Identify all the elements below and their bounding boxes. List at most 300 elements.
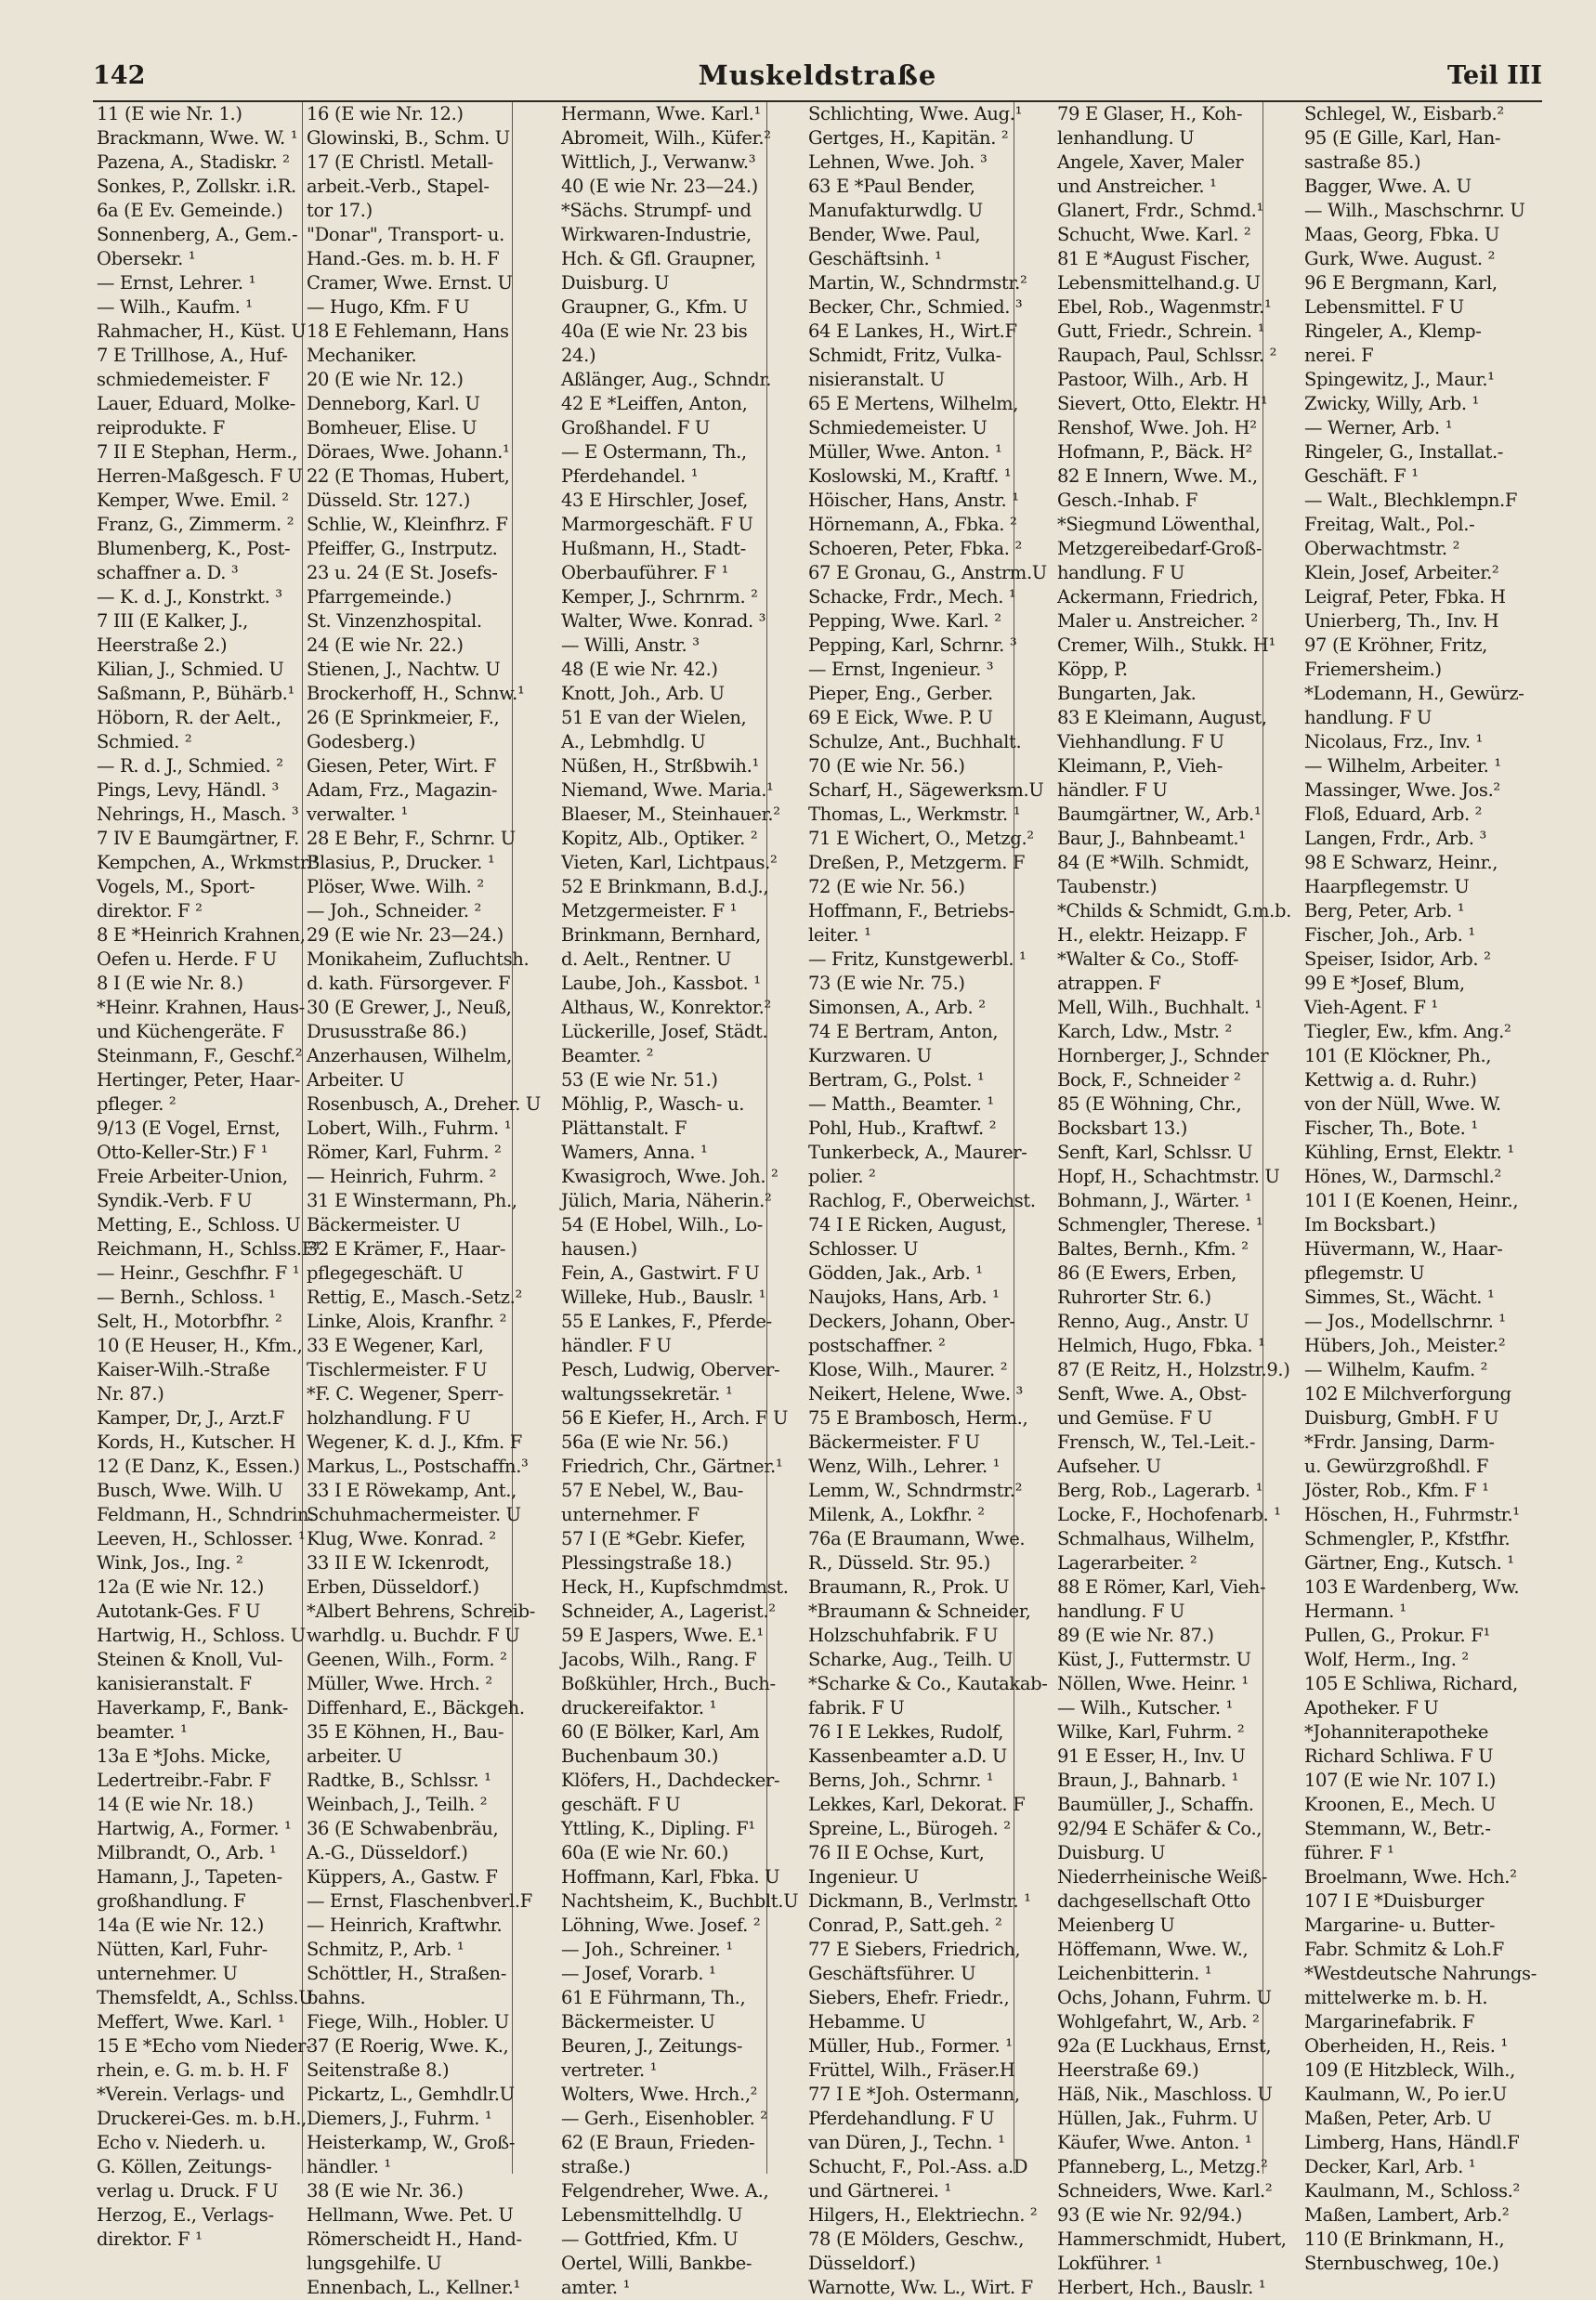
directory-line: Hußmann, H., Stadt- xyxy=(561,538,746,559)
directory-line: reiprodukte. F xyxy=(97,417,225,438)
directory-line: Limberg, Hans, Händl.F xyxy=(1304,2132,1520,2153)
directory-line: Müller, Hub., Former. ¹ xyxy=(808,2035,1013,2057)
directory-line: Wittlich, J., Verwanw.³ xyxy=(561,151,756,173)
directory-line: Tiegler, Ew., kfm. Ang.² xyxy=(1304,1021,1511,1042)
directory-line: und Gärtnerei. ¹ xyxy=(808,2180,951,2202)
directory-line: Steinen & Knoll, Vul- xyxy=(97,1649,282,1670)
directory-line: 16 (E wie Nr. 12.) xyxy=(307,103,464,124)
directory-line: Schlegel, W., Eisbarb.² xyxy=(1304,103,1504,124)
directory-line: 81 E *August Fischer, xyxy=(1057,248,1250,269)
directory-line: Glanert, Frdr., Schmd.¹ xyxy=(1057,200,1263,221)
directory-line: 99 E *Josef, Blum, xyxy=(1304,973,1465,994)
directory-line: 67 E Gronau, G., Anstrm.U xyxy=(808,562,1047,583)
directory-line: verwalter. ¹ xyxy=(307,804,409,825)
directory-line: *Frdr. Jansing, Darm- xyxy=(1304,1431,1495,1453)
directory-line: Maßen, Lambert, Arb.² xyxy=(1304,2204,1510,2226)
directory-line: Hoffmann, Karl, Fbka. U xyxy=(561,1866,780,1888)
directory-line: Aufseher. U xyxy=(1057,1456,1161,1477)
directory-line: Reichmann, H., Schlss.F¹ xyxy=(97,1238,321,1260)
directory-line: 74 E Bertram, Anton, xyxy=(808,1021,999,1042)
directory-line: 38 (E wie Nr. 36.) xyxy=(307,2180,464,2202)
directory-line: "Donar", Transport- u. xyxy=(307,224,504,245)
directory-line: handlung. F U xyxy=(1057,562,1185,583)
directory-line: R., Düsseld. Str. 95.) xyxy=(808,1552,990,1574)
directory-line: amter. ¹ xyxy=(561,2277,631,2298)
directory-line: Rachlog, F., Oberweichst. xyxy=(808,1190,1036,1211)
directory-line: Kamper, Dr, J., Arzt.F xyxy=(97,1407,284,1429)
directory-line: — Heinrich, Fuhrm. ² xyxy=(307,1166,497,1187)
directory-line: 109 (E Hitzbleck, Wilh., xyxy=(1304,2059,1515,2081)
directory-line: Schuhmachermeister. U xyxy=(307,1504,521,1525)
directory-line: 29 (E wie Nr. 23—24.) xyxy=(307,924,504,946)
directory-line: *Childs & Schmidt, G.m.b. xyxy=(1057,900,1291,921)
directory-line: 86 (E Ewers, Erben, xyxy=(1057,1262,1236,1284)
directory-line: Bäckermeister. F U xyxy=(808,1431,980,1453)
directory-line: Sternbuschweg, 10e.) xyxy=(1304,2253,1499,2274)
directory-line: Kempchen, A., Wrkmstr.¹ xyxy=(97,852,319,873)
directory-line: Pazena, A., Stadiskr. ² xyxy=(97,151,290,173)
directory-line: Apotheker. F U xyxy=(1304,1697,1439,1718)
directory-line: nerei. F xyxy=(1304,345,1374,366)
directory-line: Hartwig, H., Schloss. U xyxy=(97,1625,306,1646)
directory-line: Abromeit, Wilh., Küfer.² xyxy=(561,127,771,149)
directory-line: Braun, J., Bahnarb. ¹ xyxy=(1057,1770,1239,1791)
directory-line: Markus, L., Postschaffn.³ xyxy=(307,1456,529,1477)
directory-line: Pings, Levy, Händl. ³ xyxy=(97,779,279,801)
directory-line: Lauer, Eduard, Molke- xyxy=(97,393,295,414)
directory-line: Viehhandlung. F U xyxy=(1057,731,1224,752)
directory-line: Simonsen, A., Arb. ² xyxy=(808,997,986,1018)
directory-line: Yttling, K., Dipling. F¹ xyxy=(561,1818,755,1839)
directory-line: Cramer, Wwe. Ernst. U xyxy=(307,272,513,294)
directory-line: Buchenbaum 30.) xyxy=(561,1745,719,1767)
directory-line: Geschäftsinh. ¹ xyxy=(808,248,942,269)
directory-line: 32 E Krämer, F., Haar- xyxy=(307,1238,506,1260)
directory-line: händler. F U xyxy=(1057,779,1168,801)
directory-line: 64 E Lankes, H., Wirt.F xyxy=(808,320,1017,342)
directory-line: Pohl, Hub., Kraftwf. ² xyxy=(808,1117,997,1139)
directory-line: kanisieranstalt. F xyxy=(97,1673,252,1694)
directory-line: — K. d. J., Konstrkt. ³ xyxy=(97,586,282,608)
directory-line: 7 III (E Kalker, J., xyxy=(97,610,249,632)
directory-line: Neikert, Helene, Wwe. ³ xyxy=(808,1383,1024,1405)
directory-line: 31 E Winstermann, Ph., xyxy=(307,1190,517,1211)
directory-line: Haarpflegemstr. U xyxy=(1304,876,1470,897)
directory-line: d. Aelt., Rentner. U xyxy=(561,948,731,970)
directory-line: Becker, Chr., Schmied. ³ xyxy=(808,296,1023,318)
directory-line: tor 17.) xyxy=(307,200,373,221)
directory-line: Schmiedemeister. U xyxy=(808,417,988,438)
directory-line: Naujoks, Hans, Arb. ¹ xyxy=(808,1287,1000,1308)
directory-line: Kettwig a. d. Ruhr.) xyxy=(1304,1069,1477,1091)
directory-line: Hch. & Gfl. Graupner, xyxy=(561,248,756,269)
directory-line: Felgendreher, Wwe. A., xyxy=(561,2180,769,2202)
directory-line: 76a (E Braumann, Wwe. xyxy=(808,1528,1026,1549)
directory-line: *Siegmund Löwenthal, xyxy=(1057,514,1261,535)
directory-line: Brackmann, Wwe. W. ¹ xyxy=(97,127,298,149)
directory-line: — Werner, Arb. ¹ xyxy=(1304,417,1453,438)
directory-line: 74 I E Ricken, August, xyxy=(808,1214,1007,1235)
directory-line: Seitenstraße 8.) xyxy=(307,2059,450,2081)
directory-line: Wilke, Karl, Fuhrm. ² xyxy=(1057,1721,1245,1743)
directory-line: Franz, G., Zimmerm. ² xyxy=(97,514,294,535)
directory-line: H., elektr. Heizapp. F xyxy=(1057,924,1248,946)
directory-line: Koslowski, M., Kraftf. ¹ xyxy=(808,465,1012,487)
directory-line: Schmidt, Fritz, Vulka- xyxy=(808,345,1001,366)
directory-line: Pastoor, Wilh., Arb. H xyxy=(1057,369,1249,390)
directory-line: 18 E Fehlemann, Hans xyxy=(307,320,509,342)
directory-line: Schmitz, P., Arb. ¹ xyxy=(307,1939,464,1960)
directory-line: 13a E *Johs. Micke, xyxy=(97,1745,271,1767)
directory-line: Althaus, W., Konrektor.² xyxy=(561,997,771,1018)
directory-line: 48 (E wie Nr. 42.) xyxy=(561,659,718,680)
directory-line: 23 u. 24 (E St. Josefs- xyxy=(307,562,498,583)
directory-line: Friemersheim.) xyxy=(1304,659,1442,680)
directory-line: Niemand, Wwe. Maria.¹ xyxy=(561,779,774,801)
directory-line: Blaeser, M., Steinhauer.² xyxy=(561,804,780,825)
directory-line: Lekkes, Karl, Dekorat. F xyxy=(808,1794,1026,1815)
directory-line: Römer, Karl, Fuhrm. ² xyxy=(307,1142,502,1163)
directory-line: großhandlung. F xyxy=(97,1890,246,1912)
directory-line: Frensch, W., Tel.-Leit.- xyxy=(1057,1431,1256,1453)
directory-line: Berg, Rob., Lagerarb. ¹ xyxy=(1057,1480,1263,1501)
directory-line: Margarinefabrik. F xyxy=(1304,2011,1475,2032)
directory-line: — Wilhelm, Kaufm. ² xyxy=(1304,1359,1488,1380)
directory-line: Manufakturwdlg. U xyxy=(808,200,983,221)
directory-line: 40a (E wie Nr. 23 bis xyxy=(561,320,748,342)
directory-line: Stienen, J., Nachtw. U xyxy=(307,659,501,680)
directory-line: Scharke, Aug., Teilh. U xyxy=(808,1649,1014,1670)
directory-line: Döraes, Wwe. Johann.¹ xyxy=(307,441,510,463)
directory-line: Schmalhaus, Wilhelm, xyxy=(1057,1528,1255,1549)
directory-line: — E Ostermann, Th., xyxy=(561,441,747,463)
directory-line: holzhandlung. F U xyxy=(307,1407,471,1429)
directory-line: pflegegeschäft. U xyxy=(307,1262,464,1284)
directory-line: 26 (E Sprinkmeier, F., xyxy=(307,707,500,728)
directory-line: — Fritz, Kunstgewerbl. ¹ xyxy=(808,948,1027,970)
directory-line: 91 E Esser, H., Inv. U xyxy=(1057,1745,1246,1767)
directory-line: straße.) xyxy=(561,2156,631,2177)
directory-line: 52 E Brinkmann, B.d.J., xyxy=(561,876,769,897)
directory-line: Hellmann, Wwe. Pet. U xyxy=(307,2204,514,2226)
directory-line: 98 E Schwarz, Heinr., xyxy=(1304,852,1498,873)
directory-line: Ledertreibr.-Fabr. F xyxy=(97,1770,271,1791)
directory-column xyxy=(1301,102,1542,2274)
directory-line: Lehnen, Wwe. Joh. ³ xyxy=(808,151,988,173)
directory-line: 57 I (E *Gebr. Kiefer, xyxy=(561,1528,746,1549)
directory-line: sastraße 85.) xyxy=(1304,151,1421,173)
directory-line: 8 E *Heinrich Krahnen, xyxy=(97,924,306,946)
directory-line: Pullen, G., Prokur. F¹ xyxy=(1304,1625,1490,1646)
directory-line: Decker, Karl, Arb. ¹ xyxy=(1304,2156,1476,2177)
directory-line: von der Nüll, Wwe. W. xyxy=(1304,1093,1501,1115)
directory-line: 60 (E Bölker, Karl, Am xyxy=(561,1721,760,1743)
directory-line: 65 E Mertens, Wilhelm, xyxy=(808,393,1019,414)
directory-line: Bäckermeister. U xyxy=(561,2011,715,2032)
directory-line: atrappen. F xyxy=(1057,973,1161,994)
directory-line: Locke, F., Hochofenarb. ¹ xyxy=(1057,1504,1281,1525)
directory-line: Senft, Karl, Schlssr. U xyxy=(1057,1142,1253,1163)
directory-line: Ringeler, A., Klemp- xyxy=(1304,320,1482,342)
directory-line: Küppers, A., Gastw. F xyxy=(307,1866,498,1888)
directory-line: Hopf, H., Schachtmstr. U xyxy=(1057,1166,1280,1187)
directory-line: handlung. F U xyxy=(1057,1601,1185,1622)
directory-line: Langen, Frdr., Arb. ³ xyxy=(1304,828,1486,849)
directory-line: 17 (E Christl. Metall- xyxy=(307,151,493,173)
directory-line: 71 E Wichert, O., Metzg.² xyxy=(808,828,1034,849)
directory-line: Bohmann, J., Wärter. ¹ xyxy=(1057,1190,1252,1211)
directory-line: — Ernst, Ingenieur. ³ xyxy=(808,659,994,680)
directory-line: Metting, E., Schloss. U xyxy=(97,1214,301,1235)
directory-line: Taubenstr.) xyxy=(1057,876,1158,897)
directory-line: Fiege, Wilh., Hobler. U xyxy=(307,2011,510,2032)
directory-line: Dreßen, P., Metzgerm. F xyxy=(808,852,1026,873)
directory-line: Scharf, H., Sägewerksm.U xyxy=(808,779,1044,801)
directory-line: 33 E Wegener, Karl, xyxy=(307,1335,484,1356)
directory-line: 101 (E Klöckner, Ph., xyxy=(1304,1045,1492,1066)
directory-line: Obersekr. ¹ xyxy=(97,248,196,269)
directory-line: St. Vinzenzhospital. xyxy=(307,610,482,632)
directory-column xyxy=(805,102,1048,2298)
directory-columns xyxy=(93,102,1542,2298)
directory-line: Rosenbusch, A., Dreher. U xyxy=(307,1093,541,1115)
directory-line: Lebensmittel. F U xyxy=(1304,296,1464,318)
directory-column xyxy=(93,102,321,2250)
directory-line: Heck, H., Kupfschmdmst. xyxy=(561,1576,789,1598)
directory-line: 30 (E Grewer, J., Neuß, xyxy=(307,997,512,1018)
directory-line: 76 II E Ochse, Kurt, xyxy=(808,1842,985,1863)
directory-line: Fein, A., Gastwirt. F U xyxy=(561,1262,760,1284)
directory-line: 83 E Kleimann, August, xyxy=(1057,707,1267,728)
directory-line: Käufer, Wwe. Anton. ¹ xyxy=(1057,2132,1252,2153)
directory-line: Wolf, Herm., Ing. ² xyxy=(1304,1649,1469,1670)
directory-line: direktor. F ² xyxy=(97,900,203,921)
directory-line: Giesen, Peter, Wirt. F xyxy=(307,755,496,777)
directory-line: Hartwig, A., Former. ¹ xyxy=(97,1818,292,1839)
directory-line: 20 (E wie Nr. 12.) xyxy=(307,369,464,390)
directory-line: Pfarrgemeinde.) xyxy=(307,586,452,608)
directory-line: 96 E Bergmann, Karl, xyxy=(1304,272,1498,294)
directory-line: 12a (E wie Nr. 12.) xyxy=(97,1576,264,1598)
directory-line: — Joh., Schneider. ² xyxy=(307,900,482,921)
directory-line: Lagerarbeiter. ² xyxy=(1057,1552,1197,1574)
directory-line: Feldmann, H., Schndrin. xyxy=(97,1504,315,1525)
directory-line: Spingewitz, J., Maur.¹ xyxy=(1304,369,1495,390)
directory-line: leiter. ¹ xyxy=(808,924,871,946)
directory-line: Schöttler, H., Straßen- xyxy=(307,1963,507,1984)
directory-line: Hand.-Ges. m. b. H. F xyxy=(307,248,500,269)
directory-line: 36 (E Schwabenbräu, xyxy=(307,1818,499,1839)
directory-line: Deckers, Johann, Ober- xyxy=(808,1311,1015,1332)
directory-line: Leeven, H., Schlosser. ¹ xyxy=(97,1528,306,1549)
street-title: Muskeldstraße xyxy=(698,59,937,91)
directory-line: Müller, Wwe. Anton. ¹ xyxy=(808,441,1002,463)
directory-line: Nr. 87.) xyxy=(97,1383,164,1405)
directory-line: Hilgers, H., Elektriechn. ² xyxy=(808,2204,1038,2226)
directory-line: A., Lebmhdlg. U xyxy=(561,731,706,752)
directory-line: Diffenhard, E., Bäckgeh. xyxy=(307,1697,525,1718)
directory-line: 92/94 E Schäfer & Co., xyxy=(1057,1818,1262,1839)
directory-line: 72 (E wie Nr. 56.) xyxy=(808,876,965,897)
directory-line: *Albert Behrens, Schreib- xyxy=(307,1601,535,1622)
directory-line: Hönes, W., Darmschl.² xyxy=(1304,1166,1501,1187)
directory-line: Ochs, Johann, Fuhrm. U xyxy=(1057,1987,1272,2008)
directory-line: Denneborg, Karl. U xyxy=(307,393,480,414)
directory-line: hausen.) xyxy=(561,1238,637,1260)
directory-line: Höborn, R. der Aelt., xyxy=(97,707,281,728)
directory-line: Im Bocksbart.) xyxy=(1304,1214,1436,1235)
directory-line: händler. F U xyxy=(561,1335,672,1356)
directory-line: Sonnenberg, A., Gem.- xyxy=(97,224,298,245)
directory-line: Köpp, P. xyxy=(1057,659,1128,680)
directory-line: Broelmann, Wwe. Hch.² xyxy=(1304,1866,1517,1888)
directory-line: Wegener, K. d. J., Kfm. F xyxy=(307,1431,522,1453)
directory-line: Fischer, Joh., Arb. ¹ xyxy=(1304,924,1475,946)
directory-line: Beamter. ² xyxy=(561,1045,654,1066)
directory-line: Conrad, P., Satt.geh. ² xyxy=(808,1914,1002,1936)
directory-line: 79 E Glaser, H., Koh- xyxy=(1057,103,1243,124)
directory-line: 28 E Behr, F., Schrnr. U xyxy=(307,828,516,849)
directory-line: Floß, Eduard, Arb. ² xyxy=(1304,804,1483,825)
directory-line: Früttel, Wilh., Fräser.H xyxy=(808,2059,1015,2081)
directory-line: unternehmer. U xyxy=(97,1963,238,1984)
directory-line: waltungssekretär. ¹ xyxy=(561,1383,733,1405)
directory-line: Stemmann, W., Betr.- xyxy=(1304,1818,1491,1839)
directory-line: Renshof, Wwe. Joh. H² xyxy=(1057,417,1257,438)
directory-line: Ackermann, Friedrich, xyxy=(1057,586,1259,608)
directory-line: Meffert, Wwe. Karl. ¹ xyxy=(97,2011,285,2032)
directory-line: 110 (E Brinkmann, H., xyxy=(1304,2228,1505,2250)
directory-line: Leigraf, Peter, Fbka. H xyxy=(1304,586,1506,608)
directory-line: Hörnemann, A., Fbka. ² xyxy=(808,514,1017,535)
directory-line: beamter. ¹ xyxy=(97,1721,188,1743)
directory-line: Helmich, Hugo, Fbka. ¹ xyxy=(1057,1335,1265,1356)
directory-line: Kassenbeamter a.D. U xyxy=(808,1745,1007,1767)
directory-line: Wohlgefahrt, W., Arb. ² xyxy=(1057,2011,1260,2032)
directory-line: Busch, Wwe. Wilh. U xyxy=(97,1480,283,1501)
directory-line: 8 I (E wie Nr. 8.) xyxy=(97,973,243,994)
directory-line: Pferdehandlung. F U xyxy=(808,2108,995,2129)
directory-line: Linke, Alois, Kranfhr. ² xyxy=(307,1311,507,1332)
directory-line: Bender, Wwe. Paul, xyxy=(808,224,981,245)
directory-line: Knott, Joh., Arb. U xyxy=(561,683,725,704)
directory-line: Maas, Georg, Fbka. U xyxy=(1304,224,1499,245)
directory-line: 43 E Hirschler, Josef, xyxy=(561,490,748,511)
directory-line: G. Köllen, Zeitungs- xyxy=(97,2156,272,2177)
directory-line: A.-G., Düsseldorf.) xyxy=(307,1842,468,1863)
directory-line: — Wilhelm, Arbeiter. ¹ xyxy=(1304,755,1501,777)
directory-line: und Küchengeräte. F xyxy=(97,1021,284,1042)
directory-line: Autotank-Ges. F U xyxy=(97,1601,261,1622)
directory-line: Baur, J., Bahnbeamt.¹ xyxy=(1057,828,1246,849)
directory-line: 35 E Köhnen, H., Bau- xyxy=(307,1721,504,1743)
directory-line: Schucht, Wwe. Karl. ² xyxy=(1057,224,1251,245)
directory-line: Saßmann, P., Bühärb.¹ xyxy=(97,683,294,704)
directory-line: Müller, Wwe. Hrch. ² xyxy=(307,1673,492,1694)
directory-line: Herbert, Hch., Bauslr. ¹ xyxy=(1057,2277,1266,2298)
directory-line: warhdlg. u. Buchdr. F U xyxy=(307,1625,520,1646)
directory-line: Godesberg.) xyxy=(307,731,416,752)
directory-line: Plessingstraße 18.) xyxy=(561,1552,732,1574)
directory-line: Hüllen, Jak., Fuhrm. U xyxy=(1057,2108,1258,2129)
directory-line: 84 (E *Wilh. Schmidt, xyxy=(1057,852,1249,873)
directory-line: Renno, Aug., Anstr. U xyxy=(1057,1311,1249,1332)
directory-line: Richard Schliwa. F U xyxy=(1304,1745,1494,1767)
directory-column xyxy=(557,102,799,2298)
directory-line: schaffner a. D. ³ xyxy=(97,562,239,583)
directory-line: arbeiter. U xyxy=(307,1745,402,1767)
directory-line: *Braumann & Schneider, xyxy=(808,1601,1031,1622)
directory-line: 89 (E wie Nr. 87.) xyxy=(1057,1625,1214,1646)
directory-line: Ennenbach, L., Kellner.¹ xyxy=(307,2277,520,2298)
directory-line: Oberbauführer. F ¹ xyxy=(561,562,729,583)
directory-line: Graupner, G., Kfm. U xyxy=(561,296,748,318)
directory-line: Bock, F., Schneider ² xyxy=(1057,1069,1241,1091)
directory-line: 56 E Kiefer, H., Arch. F U xyxy=(561,1407,789,1429)
directory-line: Raupach, Paul, Schlssr. ² xyxy=(1057,345,1277,366)
directory-line: Oberheiden, H., Reis. ¹ xyxy=(1304,2035,1508,2057)
directory-line: 24 (E wie Nr. 22.) xyxy=(307,634,464,656)
directory-line: Ingenieur. U xyxy=(808,1866,919,1888)
directory-line: Monikaheim, Zufluchtsh. xyxy=(307,948,530,970)
directory-line: — Willi, Anstr. ³ xyxy=(561,634,700,656)
directory-line: Sievert, Otto, Elektr. H¹ xyxy=(1057,393,1268,414)
directory-line: Pesch, Ludwig, Oberver- xyxy=(561,1359,780,1380)
directory-line: und Anstreicher. ¹ xyxy=(1057,176,1217,197)
part-label: Teil III xyxy=(1447,61,1542,90)
directory-line: geschäft. F U xyxy=(561,1794,681,1815)
directory-line: Otto-Keller-Str.) F ¹ xyxy=(97,1142,268,1163)
directory-line: 77 I E *Joh. Ostermann, xyxy=(808,2084,1020,2105)
directory-line: *F. C. Wegener, Sperr- xyxy=(307,1383,504,1405)
directory-line: Pieper, Eng., Gerber. xyxy=(808,683,993,704)
directory-line: Kemper, Wwe. Emil. ² xyxy=(97,490,289,511)
directory-line: Hermann, Wwe. Karl.¹ xyxy=(561,103,761,124)
directory-line: Jacobs, Wilh., Rang. F xyxy=(561,1649,757,1670)
directory-line: Vieh-Agent. F ¹ xyxy=(1304,997,1438,1018)
directory-line: Rettig, E., Masch.-Setz.² xyxy=(307,1287,522,1308)
directory-line: Pferdehandel. ¹ xyxy=(561,465,699,487)
directory-line: Erben, Düsseldorf.) xyxy=(307,1576,479,1598)
directory-line: Hornberger, J., Schnder xyxy=(1057,1045,1269,1066)
directory-line: Lemm, W., Schndrmstr.² xyxy=(808,1480,1023,1501)
directory-line: Selt, H., Motorbfhr. ² xyxy=(97,1311,282,1332)
directory-line: Berg, Peter, Arb. ¹ xyxy=(1304,900,1465,921)
directory-line: pfleger. ² xyxy=(97,1093,177,1115)
directory-line: 101 I (E Koenen, Heinr., xyxy=(1304,1190,1519,1211)
directory-line: Metzgereibedarf-Groß- xyxy=(1057,538,1262,559)
directory-line: Heerstraße 2.) xyxy=(97,634,228,656)
directory-line: *Lodemann, H., Gewürz- xyxy=(1304,683,1524,704)
directory-line: Hebamme. U xyxy=(808,2011,926,2032)
directory-line: 22 (E Thomas, Hubert, xyxy=(307,465,510,487)
directory-line: 107 I E *Duisburger xyxy=(1304,1890,1484,1912)
directory-line: — Jos., Modellschrnr. ¹ xyxy=(1304,1311,1506,1332)
directory-line: Angele, Xaver, Maler xyxy=(1057,151,1244,173)
directory-line: Herzog, E., Verlags- xyxy=(97,2204,274,2226)
directory-line: 12 (E Danz, K., Essen.) xyxy=(97,1456,300,1477)
directory-line: Möhlig, P., Wasch- u. xyxy=(561,1093,745,1115)
directory-line: Tunkerbeck, A., Maurer- xyxy=(808,1142,1027,1163)
directory-line: 15 E *Echo vom Nieder- xyxy=(97,2035,312,2057)
directory-line: 37 (E Roerig, Wwe. K., xyxy=(307,2035,509,2057)
directory-line: pflegemstr. U xyxy=(1304,1262,1425,1284)
directory-line: Hammerschmidt, Hubert, xyxy=(1057,2228,1287,2250)
directory-line: arbeit.-Verb., Stapel- xyxy=(307,176,490,197)
directory-line: Hoffmann, F., Betriebs- xyxy=(808,900,1014,921)
directory-line: Schmengler, Therese. ¹ xyxy=(1057,1214,1263,1235)
directory-line: — Wilh., Kutscher. ¹ xyxy=(1057,1697,1233,1718)
